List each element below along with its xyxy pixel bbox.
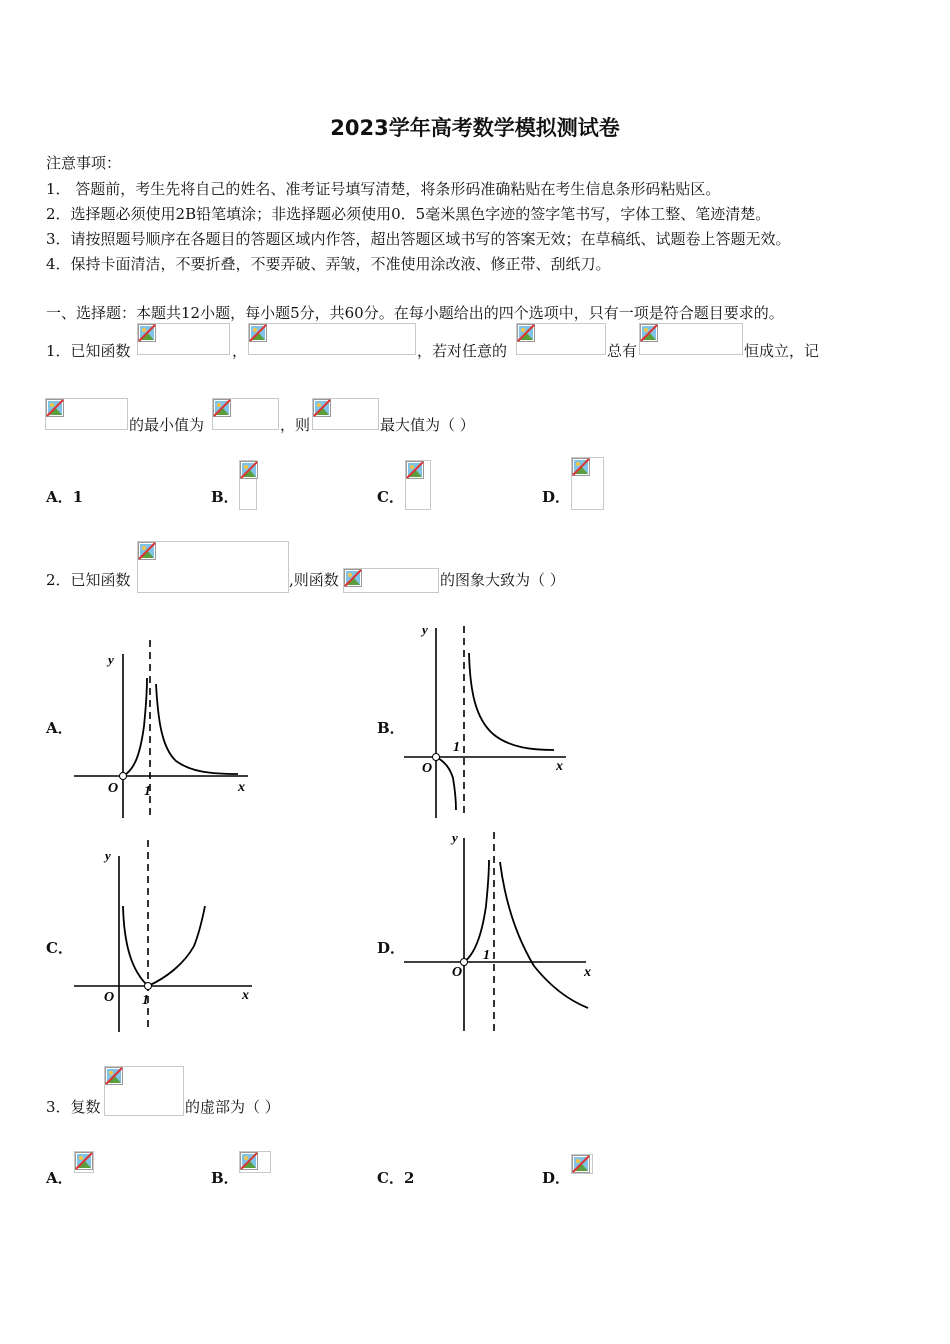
q2-text: 的图象大致为（ ）: [440, 571, 565, 589]
q3-text: 的虚部为（ ）: [185, 1098, 280, 1116]
page-title: 2023学年高考数学模拟测试卷: [330, 116, 620, 140]
formula-image: [137, 323, 230, 355]
formula-image: [45, 398, 128, 430]
q1-text: 1．已知函数: [46, 342, 131, 360]
axis-label-x: x: [238, 780, 245, 795]
axis-label-x: x: [556, 759, 563, 774]
tick-label-1: 1: [142, 993, 149, 1008]
broken-image-icon: [105, 1067, 123, 1085]
notice-heading: 注意事项：: [46, 154, 122, 172]
formula-image: [571, 457, 604, 510]
broken-image-icon: [138, 542, 156, 560]
q1-text: 总有: [607, 342, 638, 360]
broken-image-icon: [572, 1155, 590, 1173]
origin-label: O: [108, 781, 119, 796]
tick-label-1: 1: [453, 740, 460, 755]
notice-item: 1． 答题前，考生先将自己的姓名、准考证号填写清楚，将条形码准确粘贴在考生信息条形码粘贴区。: [46, 180, 721, 198]
notice-item: 2．选择题必须使用2B铅笔填涂；非选择题必须使用0．5毫米黑色字迹的签字笔书写，字体工整、笔迹清楚。: [46, 205, 771, 223]
formula-image: [312, 398, 379, 430]
option-c[interactable]: C．: [46, 939, 73, 957]
broken-image-icon: [240, 1152, 258, 1170]
option-b[interactable]: B．: [211, 488, 239, 506]
broken-image-icon: [313, 399, 331, 417]
tick-label-1: 1: [483, 948, 490, 963]
tick-label-1: 1: [144, 784, 151, 799]
option-c[interactable]: C．: [377, 488, 404, 506]
q1-text: 最大值为（ ）: [380, 416, 475, 434]
graph-c: [66, 836, 266, 1036]
origin-label: O: [452, 965, 463, 980]
option-b[interactable]: B．: [211, 1169, 239, 1187]
q3-text: 3．复数: [46, 1098, 101, 1116]
formula-image: [343, 568, 439, 593]
origin-label: O: [104, 990, 115, 1005]
formula-image: [137, 541, 289, 593]
notice-item: 3．请按照题号顺序在各题目的答题区域内作答，超出答题区域书写的答案无效；在草稿纸、试题卷上答题无效。: [46, 230, 791, 248]
formula-image: [74, 1151, 94, 1173]
broken-image-icon: [344, 569, 362, 587]
axis-label-y: y: [108, 652, 114, 667]
option-c[interactable]: C．2: [377, 1169, 415, 1187]
broken-image-icon: [138, 324, 156, 342]
broken-image-icon: [75, 1152, 93, 1170]
formula-image: [516, 323, 606, 355]
graph-a: [66, 636, 256, 821]
q1-text: ，: [232, 342, 248, 360]
broken-image-icon: [406, 461, 424, 479]
section-heading: 一、选择题：本题共12小题，每小题5分，共60分。在每小题给出的四个选项中，只有一项是符合题目要求的。: [46, 304, 784, 322]
formula-image: [571, 1154, 593, 1174]
broken-image-icon: [240, 461, 258, 479]
broken-image-icon: [249, 324, 267, 342]
axis-label-y: y: [452, 830, 458, 845]
broken-image-icon: [517, 324, 535, 342]
axis-label-x: x: [242, 988, 249, 1003]
option-a[interactable]: A．1: [46, 488, 84, 506]
formula-image: [405, 460, 431, 510]
broken-image-icon: [640, 324, 658, 342]
graph-d: [398, 826, 602, 1034]
q1-text: ，则: [280, 416, 311, 434]
q1-text: 恒成立，记: [744, 342, 820, 360]
axis-label-x: x: [584, 965, 591, 980]
option-a[interactable]: A．: [46, 1169, 73, 1187]
q1-text: 的最小值为: [129, 416, 205, 434]
option-d[interactable]: D．: [377, 939, 406, 957]
q1-text: ，若对任意的: [417, 342, 508, 360]
q2-text: 2．已知函数: [46, 571, 131, 589]
option-a[interactable]: A．: [46, 719, 73, 737]
formula-image: [239, 1151, 271, 1173]
origin-label: O: [422, 761, 433, 776]
option-b[interactable]: B．: [377, 719, 405, 737]
axis-label-y: y: [422, 622, 428, 637]
option-d[interactable]: D．: [542, 1169, 571, 1187]
broken-image-icon: [46, 399, 64, 417]
broken-image-icon: [572, 458, 590, 476]
formula-image: [639, 323, 743, 355]
formula-image: [239, 460, 257, 510]
formula-image: [212, 398, 279, 430]
q2-text: ,则函数: [289, 571, 339, 589]
formula-image: [248, 323, 416, 355]
graph-b: [398, 618, 598, 823]
axis-label-y: y: [105, 848, 111, 863]
formula-image: [104, 1066, 184, 1116]
option-d[interactable]: D．: [542, 488, 571, 506]
notice-item: 4．保持卡面清洁，不要折叠，不要弄破、弄皱，不准使用涂改液、修正带、刮纸刀。: [46, 255, 611, 273]
broken-image-icon: [213, 399, 231, 417]
